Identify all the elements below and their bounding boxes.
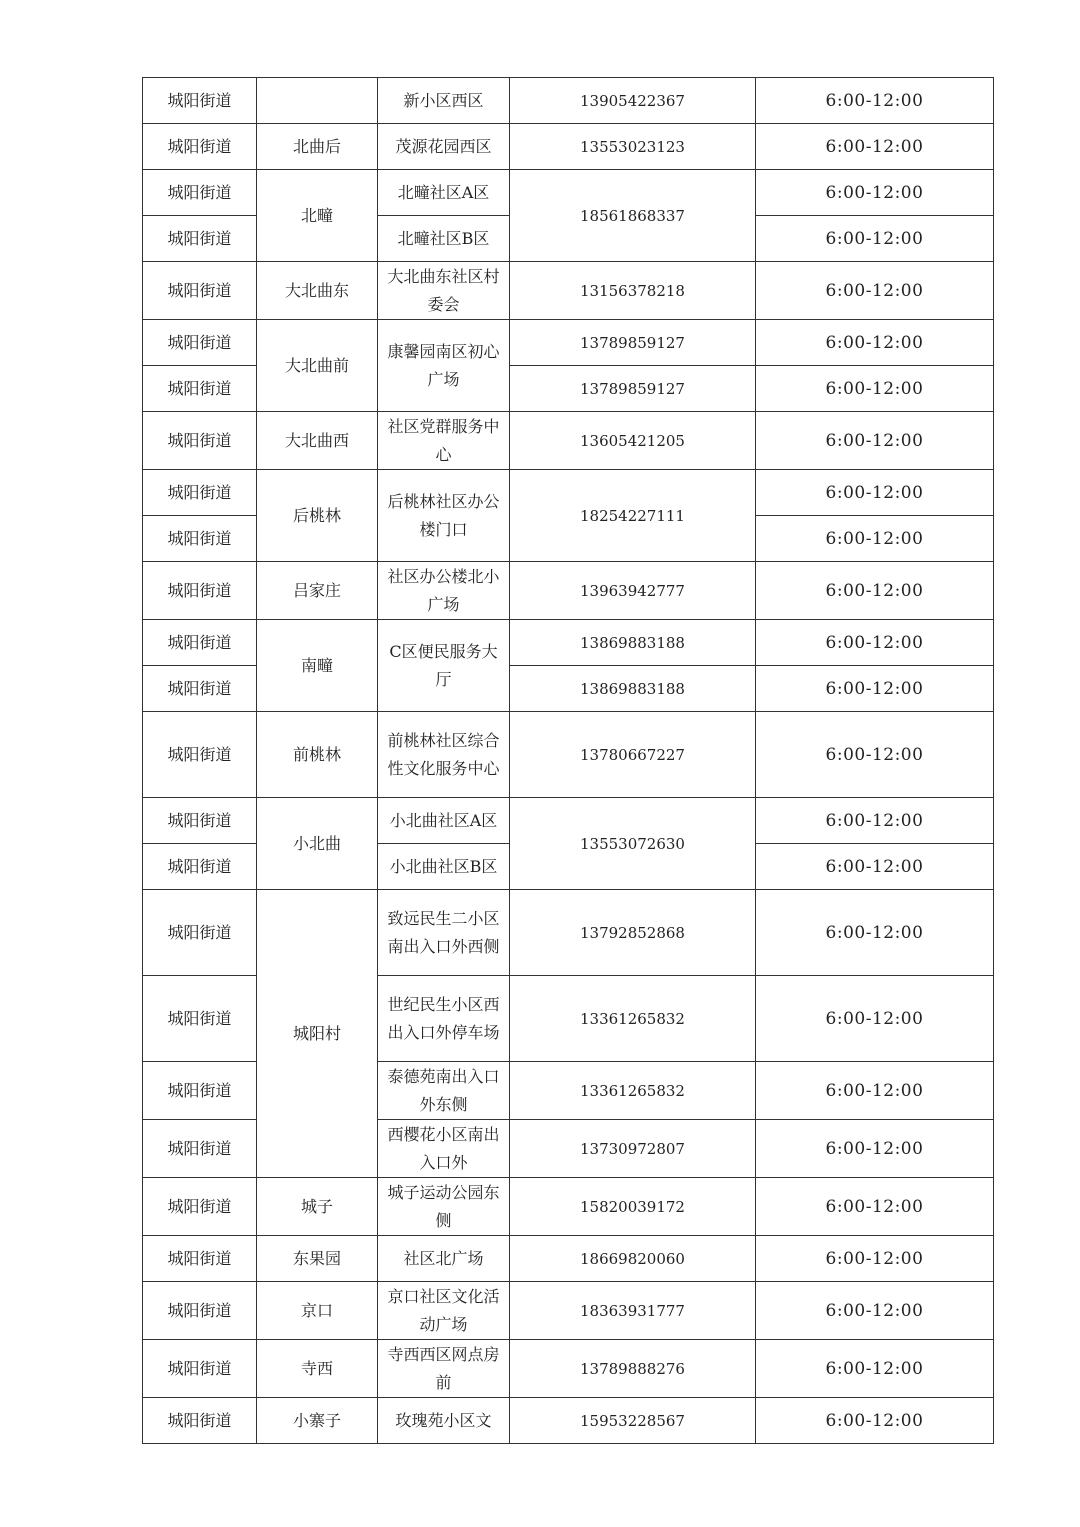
community-cell: 寺西 <box>257 1340 378 1398</box>
location-cell: 社区党群服务中心 <box>378 412 510 470</box>
phone-cell: 18669820060 <box>510 1236 756 1282</box>
street-cell: 城阳街道 <box>143 976 257 1062</box>
table-row <box>143 320 994 366</box>
table-row <box>143 262 994 320</box>
phone-cell: 13789888276 <box>510 1340 756 1398</box>
phone-cell: 13869883188 <box>510 620 756 666</box>
location-cell: 康馨园南区初心广场 <box>378 320 510 412</box>
community-cell: 吕家庄 <box>257 562 378 620</box>
table-row <box>143 1178 994 1236</box>
location-cell: 西樱花小区南出入口外 <box>378 1120 510 1178</box>
location-cell: 前桃林社区综合性文化服务中心 <box>378 712 510 798</box>
phone-cell: 13789859127 <box>510 366 756 412</box>
time-cell: 6:00-12:00 <box>756 890 994 976</box>
time-cell: 6:00-12:00 <box>756 1178 994 1236</box>
street-cell: 城阳街道 <box>143 1178 257 1236</box>
table-row <box>143 1340 994 1398</box>
street-cell: 城阳街道 <box>143 124 257 170</box>
time-cell: 6:00-12:00 <box>756 78 994 124</box>
phone-cell: 13730972807 <box>510 1120 756 1178</box>
street-cell: 城阳街道 <box>143 366 257 412</box>
community-cell: 大北曲东 <box>257 262 378 320</box>
street-cell: 城阳街道 <box>143 844 257 890</box>
community-cell: 小寨子 <box>257 1398 378 1444</box>
street-cell: 城阳街道 <box>143 890 257 976</box>
time-cell: 6:00-12:00 <box>756 620 994 666</box>
table-row <box>143 1282 994 1340</box>
phone-cell: 13605421205 <box>510 412 756 470</box>
phone-cell: 18254227111 <box>510 470 756 562</box>
community-cell: 前桃林 <box>257 712 378 798</box>
location-cell: 新小区西区 <box>378 78 510 124</box>
street-cell: 城阳街道 <box>143 320 257 366</box>
street-cell: 城阳街道 <box>143 470 257 516</box>
community-cell: 大北曲前 <box>257 320 378 412</box>
phone-cell: 13963942777 <box>510 562 756 620</box>
street-cell: 城阳街道 <box>143 1398 257 1444</box>
time-cell: 6:00-12:00 <box>756 712 994 798</box>
location-cell: 致远民生二小区南出入口外西侧 <box>378 890 510 976</box>
location-cell: 大北曲东社区村委会 <box>378 262 510 320</box>
community-cell: 北疃 <box>257 170 378 262</box>
location-cell: 小北曲社区A区 <box>378 798 510 844</box>
location-cell: 京口社区文化活动广场 <box>378 1282 510 1340</box>
table-row <box>143 620 994 666</box>
community-cell: 北曲后 <box>257 124 378 170</box>
street-cell: 城阳街道 <box>143 412 257 470</box>
time-cell: 6:00-12:00 <box>756 1120 994 1178</box>
table-row <box>143 890 994 976</box>
location-cell: 后桃林社区办公楼门口 <box>378 470 510 562</box>
location-cell: 北疃社区B区 <box>378 216 510 262</box>
phone-cell: 18363931777 <box>510 1282 756 1340</box>
time-cell: 6:00-12:00 <box>756 516 994 562</box>
street-cell: 城阳街道 <box>143 620 257 666</box>
street-cell: 城阳街道 <box>143 216 257 262</box>
time-cell: 6:00-12:00 <box>756 412 994 470</box>
location-cell: C区便民服务大厅 <box>378 620 510 712</box>
street-cell: 城阳街道 <box>143 262 257 320</box>
time-cell: 6:00-12:00 <box>756 262 994 320</box>
time-cell: 6:00-12:00 <box>756 1340 994 1398</box>
community-cell: 东果园 <box>257 1236 378 1282</box>
street-cell: 城阳街道 <box>143 1062 257 1120</box>
community-cell: 城子 <box>257 1178 378 1236</box>
time-cell: 6:00-12:00 <box>756 170 994 216</box>
table-row <box>143 412 994 470</box>
street-cell: 城阳街道 <box>143 78 257 124</box>
table-row <box>143 78 994 124</box>
community-cell: 京口 <box>257 1282 378 1340</box>
phone-cell: 15953228567 <box>510 1398 756 1444</box>
phone-cell: 13553023123 <box>510 124 756 170</box>
community-cell: 南疃 <box>257 620 378 712</box>
location-cell: 世纪民生小区西出入口外停车场 <box>378 976 510 1062</box>
street-cell: 城阳街道 <box>143 170 257 216</box>
time-cell: 6:00-12:00 <box>756 366 994 412</box>
table-row <box>143 798 994 844</box>
phone-cell: 18561868337 <box>510 170 756 262</box>
time-cell: 6:00-12:00 <box>756 798 994 844</box>
time-cell: 6:00-12:00 <box>756 976 994 1062</box>
street-cell: 城阳街道 <box>143 1340 257 1398</box>
street-cell: 城阳街道 <box>143 712 257 798</box>
location-cell: 茂源花园西区 <box>378 124 510 170</box>
street-cell: 城阳街道 <box>143 1120 257 1178</box>
time-cell: 6:00-12:00 <box>756 1062 994 1120</box>
time-cell: 6:00-12:00 <box>756 562 994 620</box>
location-cell: 小北曲社区B区 <box>378 844 510 890</box>
community-cell: 小北曲 <box>257 798 378 890</box>
time-cell: 6:00-12:00 <box>756 1282 994 1340</box>
phone-cell: 13361265832 <box>510 976 756 1062</box>
street-cell: 城阳街道 <box>143 562 257 620</box>
phone-cell: 13789859127 <box>510 320 756 366</box>
table-row <box>143 1236 994 1282</box>
time-cell: 6:00-12:00 <box>756 1398 994 1444</box>
schedule-table <box>142 77 994 1444</box>
table-row <box>143 170 994 216</box>
location-cell: 北疃社区A区 <box>378 170 510 216</box>
street-cell: 城阳街道 <box>143 798 257 844</box>
community-cell: 后桃林 <box>257 470 378 562</box>
community-cell: 城阳村 <box>257 890 378 1178</box>
street-cell: 城阳街道 <box>143 1236 257 1282</box>
time-cell: 6:00-12:00 <box>756 320 994 366</box>
location-cell: 城子运动公园东侧 <box>378 1178 510 1236</box>
location-cell: 寺西西区网点房前 <box>378 1340 510 1398</box>
phone-cell: 13905422367 <box>510 78 756 124</box>
phone-cell: 13792852868 <box>510 890 756 976</box>
table-row <box>143 124 994 170</box>
street-cell: 城阳街道 <box>143 516 257 562</box>
time-cell: 6:00-12:00 <box>756 124 994 170</box>
time-cell: 6:00-12:00 <box>756 666 994 712</box>
time-cell: 6:00-12:00 <box>756 470 994 516</box>
phone-cell: 13780667227 <box>510 712 756 798</box>
location-cell: 泰德苑南出入口外东侧 <box>378 1062 510 1120</box>
phone-cell: 13361265832 <box>510 1062 756 1120</box>
time-cell: 6:00-12:00 <box>756 216 994 262</box>
phone-cell: 13869883188 <box>510 666 756 712</box>
location-cell: 社区办公楼北小广场 <box>378 562 510 620</box>
time-cell: 6:00-12:00 <box>756 844 994 890</box>
street-cell: 城阳街道 <box>143 666 257 712</box>
table-row <box>143 1398 994 1444</box>
phone-cell: 15820039172 <box>510 1178 756 1236</box>
table-row <box>143 470 994 516</box>
table-row <box>143 712 994 798</box>
phone-cell: 13553072630 <box>510 798 756 890</box>
phone-cell: 13156378218 <box>510 262 756 320</box>
table-row <box>143 562 994 620</box>
community-cell: 大北曲西 <box>257 412 378 470</box>
street-cell: 城阳街道 <box>143 1282 257 1340</box>
time-cell: 6:00-12:00 <box>756 1236 994 1282</box>
location-cell: 社区北广场 <box>378 1236 510 1282</box>
community-cell <box>257 78 378 124</box>
location-cell: 玫瑰苑小区文 <box>378 1398 510 1444</box>
